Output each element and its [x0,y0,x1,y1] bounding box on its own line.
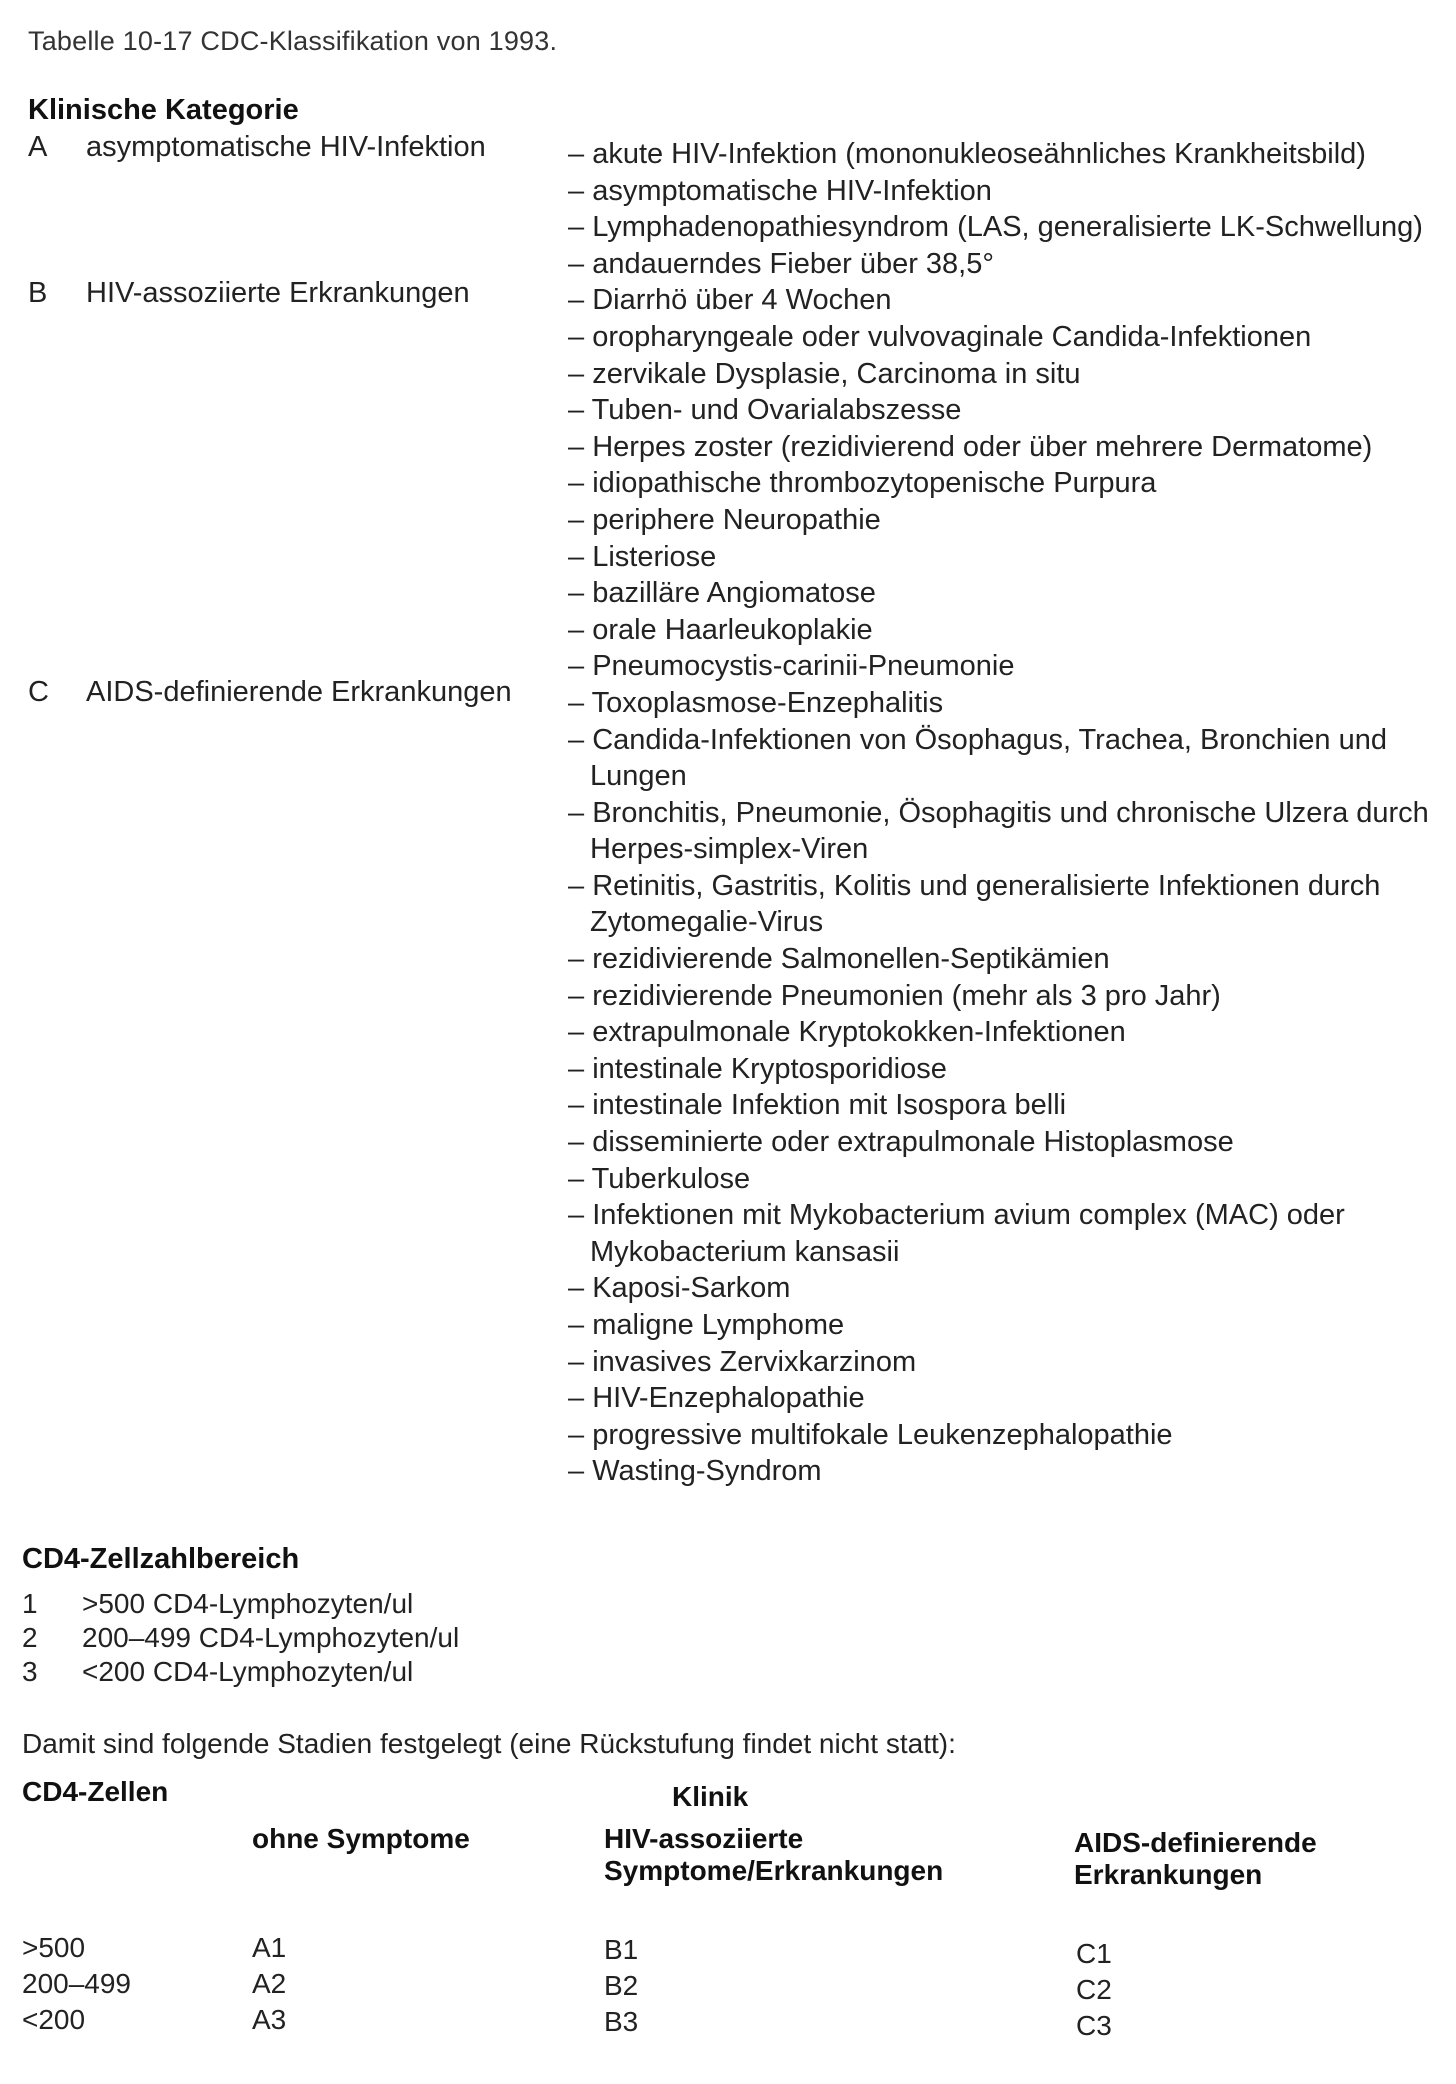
stages-header-cd4: CD4-Zellen [22,1776,169,1807]
cd4-range-number: 3 [22,1656,38,1687]
clinical-item: – Herpes zoster (rezidivierend oder über mehrere Dermatome) [568,429,1448,466]
clinical-item: – extrapulmonale Kryptokokken-Infektionen [568,1014,1448,1051]
stage-cell-c2: C2 [1076,1974,1112,2005]
clinical-category-heading: Klinische Kategorie [28,94,299,126]
clinical-item: – intestinale Kryptosporidiose [568,1051,1448,1088]
category-a-letter: A [28,131,48,163]
table-caption: Tabelle 10-17 CDC-Klassifikation von 1993. [28,26,558,56]
clinical-item: – Kaposi-Sarkom [568,1270,1448,1307]
clinical-item: – periphere Neuropathie [568,502,1448,539]
clinical-item: – idiopathische thrombozytopenische Purpura [568,465,1448,502]
stages-header-klinik: Klinik [672,1781,749,1812]
clinical-item: – akute HIV-Infektion (mononukleoseähnliches Krankheitsbild) [568,136,1448,173]
clinical-item: – Listeriose [568,539,1448,576]
cd4-range-heading: CD4-Zellzahlbereich [22,1543,300,1575]
clinical-item: – zervikale Dysplasie, Carcinoma in situ [568,356,1448,393]
clinical-item: – Wasting-Syndrom [568,1453,1448,1490]
stages-col-c-header: AIDS-definierende Erkrankungen [1074,1827,1317,1890]
clinical-item: – Toxoplasmose-Enzephalitis [568,685,1448,722]
clinical-item: – Infektionen mit Mykobacterium avium complex (MAC) oder Mykobacterium kansasii [568,1197,1448,1270]
clinical-item: – asymptomatische HIV-Infektion [568,173,1448,210]
stage-row-2-cd4: 200–499 [22,1968,132,1999]
cd4-range-text: 200–499 CD4-Lymphozyten/ul [82,1622,460,1653]
cd4-range-text: <200 CD4-Lymphozyten/ul [82,1656,414,1687]
clinical-item: – Tuberkulose [568,1161,1448,1198]
clinical-item: – HIV-Enzephalopathie [568,1380,1448,1417]
clinical-item: – rezidivierende Salmonellen-Septikämien [568,941,1448,978]
stage-cell-a2: A2 [252,1968,287,1999]
category-a-name: asymptomatische HIV-Infektion [86,131,486,163]
clinical-item: – maligne Lymphome [568,1307,1448,1344]
cd4-range-text: >500 CD4-Lymphozyten/ul [82,1588,414,1619]
clinical-item: – Retinitis, Gastritis, Kolitis und generalisierte Infektionen durch Zytomegalie-Virus [568,868,1448,941]
clinical-item: – oropharyngeale oder vulvovaginale Candida-Infektionen [568,319,1448,356]
stages-col-a-header: ohne Symptome [252,1823,470,1854]
clinical-item: – Diarrhö über 4 Wochen [568,282,1448,319]
clinical-item: – Tuben- und Ovarialabszesse [568,392,1448,429]
clinical-item: – rezidivierende Pneumonien (mehr als 3 pro Jahr) [568,978,1448,1015]
category-b-name: HIV-assoziierte Erkrankungen [86,277,470,309]
clinical-item: – disseminierte oder extrapulmonale Histoplasmose [568,1124,1448,1161]
cd4-range-row [22,1587,459,1621]
stage-cell-b3: B3 [604,2006,639,2037]
cd4-range-list [22,1587,459,1689]
clinical-item: – intestinale Infektion mit Isospora belli [568,1087,1448,1124]
clinical-item: – Candida-Infektionen von Ösophagus, Trachea, Bronchien und Lungen [568,722,1448,795]
stage-row-1-cd4: >500 [22,1932,86,1963]
clinical-items-list [568,136,1448,1490]
stage-cell-a3: A3 [252,2004,287,2035]
clinical-item: – progressive multifokale Leukenzephalopathie [568,1417,1448,1454]
stage-cell-c1: C1 [1076,1938,1112,1969]
stage-cell-b1: B1 [604,1934,639,1965]
stage-cell-c3: C3 [1076,2010,1112,2041]
clinical-item: – Bronchitis, Pneumonie, Ösophagitis und chronische Ulzera durch Herpes-simplex-Viren [568,795,1448,868]
category-c-name: AIDS-definierende Erkrankungen [86,676,512,708]
stage-row-3-cd4: <200 [22,2004,86,2035]
category-b-letter: B [28,277,48,309]
stage-cell-b2: B2 [604,1970,639,2001]
stage-cell-a1: A1 [252,1932,287,1963]
clinical-item: – Lymphadenopathiesyndrom (LAS, generalisierte LK-Schwellung) [568,209,1448,246]
cd4-range-row [22,1655,459,1689]
stages-col-b-header: HIV-assoziierte Symptome/Erkrankungen [604,1823,944,1886]
stages-intro: Damit sind folgende Stadien festgelegt (eine Rückstufung findet nicht statt): [22,1728,956,1759]
cd4-range-number: 2 [22,1622,38,1653]
clinical-item: – orale Haarleukoplakie [568,612,1448,649]
category-c-letter: C [28,676,49,708]
clinical-item: – invasives Zervixkarzinom [568,1344,1448,1381]
clinical-item: – Pneumocystis-carinii-Pneumonie [568,648,1448,685]
cd4-range-number: 1 [22,1588,38,1619]
clinical-item: – bazilläre Angiomatose [568,575,1448,612]
clinical-item: – andauerndes Fieber über 38,5° [568,246,1448,283]
cd4-range-row [22,1621,459,1655]
